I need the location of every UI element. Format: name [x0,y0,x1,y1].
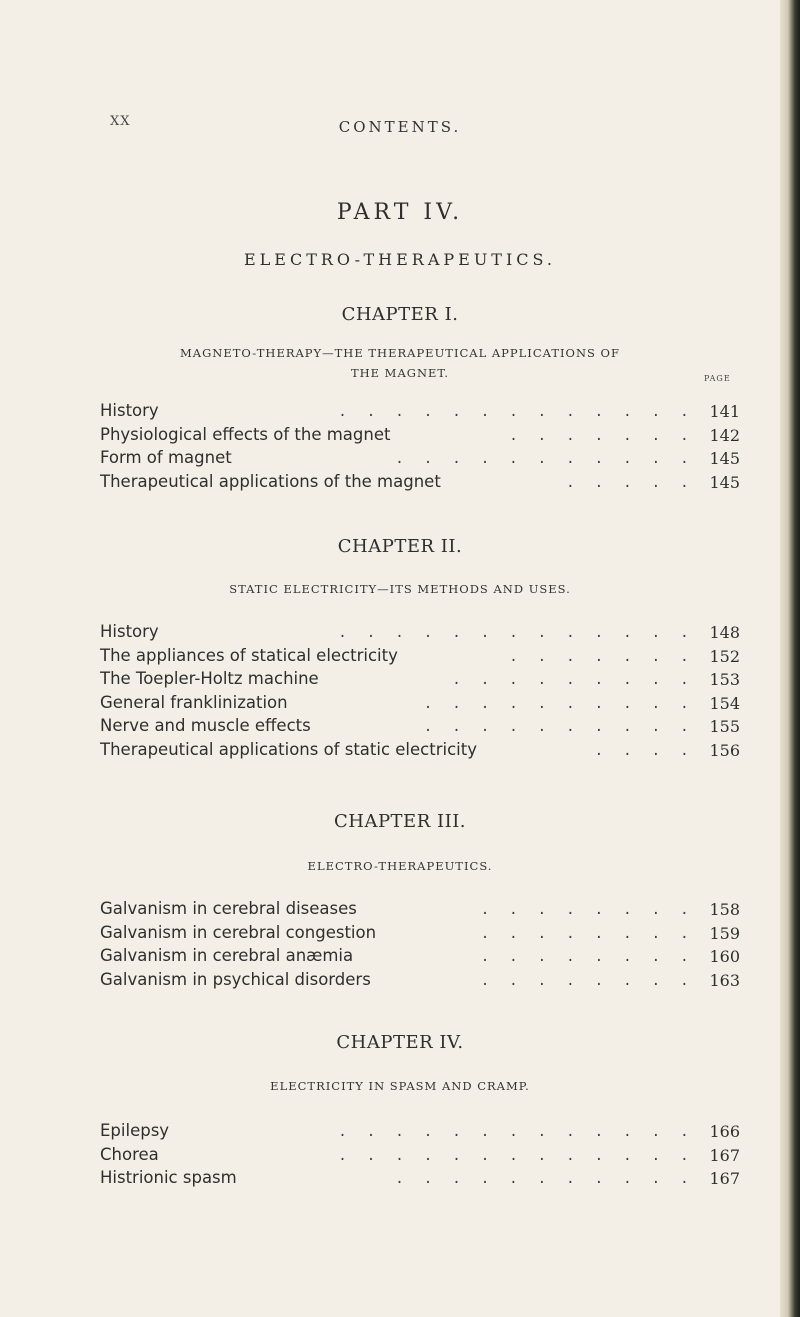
entry-page: 166 [709,1122,740,1141]
entry-page: 141 [709,402,740,421]
entry-page: 142 [709,425,740,445]
entry-title: Galvanism in cerebral anæmia [100,946,354,965]
toc-entry [100,970,740,994]
leader-dots: . . . . . . . . [482,922,696,942]
leader-dots: . . . . . . . . . . . [396,1168,696,1187]
toc-entry [100,669,740,693]
entry-title: Epilepsy [100,1121,170,1140]
leader-dots: . . . . . . . . . [453,669,696,688]
entry-title: General franklinization [100,692,288,712]
chapter-1-heading: CHAPTER I. [341,304,459,325]
chapter-1-entries [100,401,740,495]
chapter-1-subheading-cont: THE MAGNET. [350,366,450,380]
toc-entry [100,401,740,425]
chapter-3-subheading: ELECTRO-THERAPEUTICS. [307,859,493,873]
entry-page: 153 [709,670,740,689]
entry-page: 152 [709,646,740,666]
part-title: PART IV. [336,200,464,225]
entry-page: 145 [709,472,740,492]
chapter-2-heading: CHAPTER II. [337,536,463,557]
entry-page: 160 [709,947,740,966]
chapter-1-subheading: MAGNETO-THERAPY—THE THERAPEUTICAL APPLICATIONS OF [180,346,620,360]
running-head-title: CONTENTS. [338,118,462,136]
leader-dots: . . . . . . . [510,424,696,444]
chapter-2-subheading: STATIC ELECTRICITY—ITS METHODS AND USES. [229,582,571,596]
entry-title: History [100,622,159,641]
entry-title: Galvanism in cerebral diseases [100,899,357,918]
leader-dots: . . . . . . . . . . . . . [339,1121,696,1140]
toc-entry [100,1168,740,1192]
chapter-4-entries [100,1121,740,1192]
entry-page: 156 [709,740,740,760]
chapter-4-subheading: ELECTRICITY IN SPASM AND CRAMP. [270,1079,530,1093]
leader-dots: . . . . . . . . [482,899,696,918]
leader-dots: . . . . . . . . [482,946,696,965]
entry-title: Form of magnet [100,448,232,467]
entry-page: 148 [709,623,740,642]
toc-entry [100,622,740,646]
chapter-3-heading: CHAPTER III. [333,811,467,832]
entry-title: History [100,401,159,420]
leader-dots: . . . . . [567,471,696,491]
chapter-4-heading: CHAPTER IV. [336,1032,464,1053]
entry-title: Chorea [100,1144,159,1164]
entry-title: Physiological effects of the magnet [100,424,391,444]
entry-page: 145 [709,449,740,468]
entry-page: 167 [709,1169,740,1188]
leader-dots: . . . . . . . . . . . . . [339,401,696,420]
entry-title: Nerve and muscle effects [100,716,311,735]
entry-page: 167 [709,1145,740,1165]
leader-dots: . . . . . . . . [482,969,696,989]
entry-title: Histrionic spasm [100,1168,237,1187]
entry-page: 163 [709,970,740,990]
entry-title: Galvanism in psychical disorders [100,969,371,989]
entry-title: The appliances of statical electricity [100,645,398,665]
leader-dots: . . . . . . . . . . [425,716,696,735]
toc-entry [100,899,740,923]
part-subtitle: ELECTRO-THERAPEUTICS. [243,250,557,269]
entry-page: 154 [709,693,740,713]
page-edge-shadow [780,0,800,1317]
toc-entry [100,425,740,449]
chapter-3-entries [100,899,740,993]
entry-page: 159 [709,923,740,943]
chapter-2-entries [100,622,740,763]
entry-title: Therapeutical applications of the magnet [100,471,441,491]
leader-dots: . . . . [596,739,696,759]
toc-entry [100,472,740,496]
leader-dots: . . . . . . . [510,645,696,665]
entry-title: Therapeutical applications of static electricity [100,739,477,759]
toc-entry [100,946,740,970]
entry-title: Galvanism in cerebral congestion [100,922,377,942]
page-column-label: PAGE [704,374,731,383]
leader-dots: . . . . . . . . . . . . . [339,622,696,641]
toc-entry [100,716,740,740]
leader-dots: . . . . . . . . . . . [396,448,696,467]
toc-entry [100,923,740,947]
toc-entry [100,646,740,670]
entry-page: 158 [709,900,740,919]
leader-dots: . . . . . . . . . . [425,692,696,712]
toc-entry [100,1121,740,1145]
entry-page: 155 [709,717,740,736]
page-folio: XX [110,114,131,129]
leader-dots: . . . . . . . . . . . . . [339,1144,696,1164]
toc-entry [100,740,740,764]
toc-entry [100,693,740,717]
toc-entry [100,1145,740,1169]
entry-title: The Toepler-Holtz machine [100,669,319,688]
toc-entry [100,448,740,472]
